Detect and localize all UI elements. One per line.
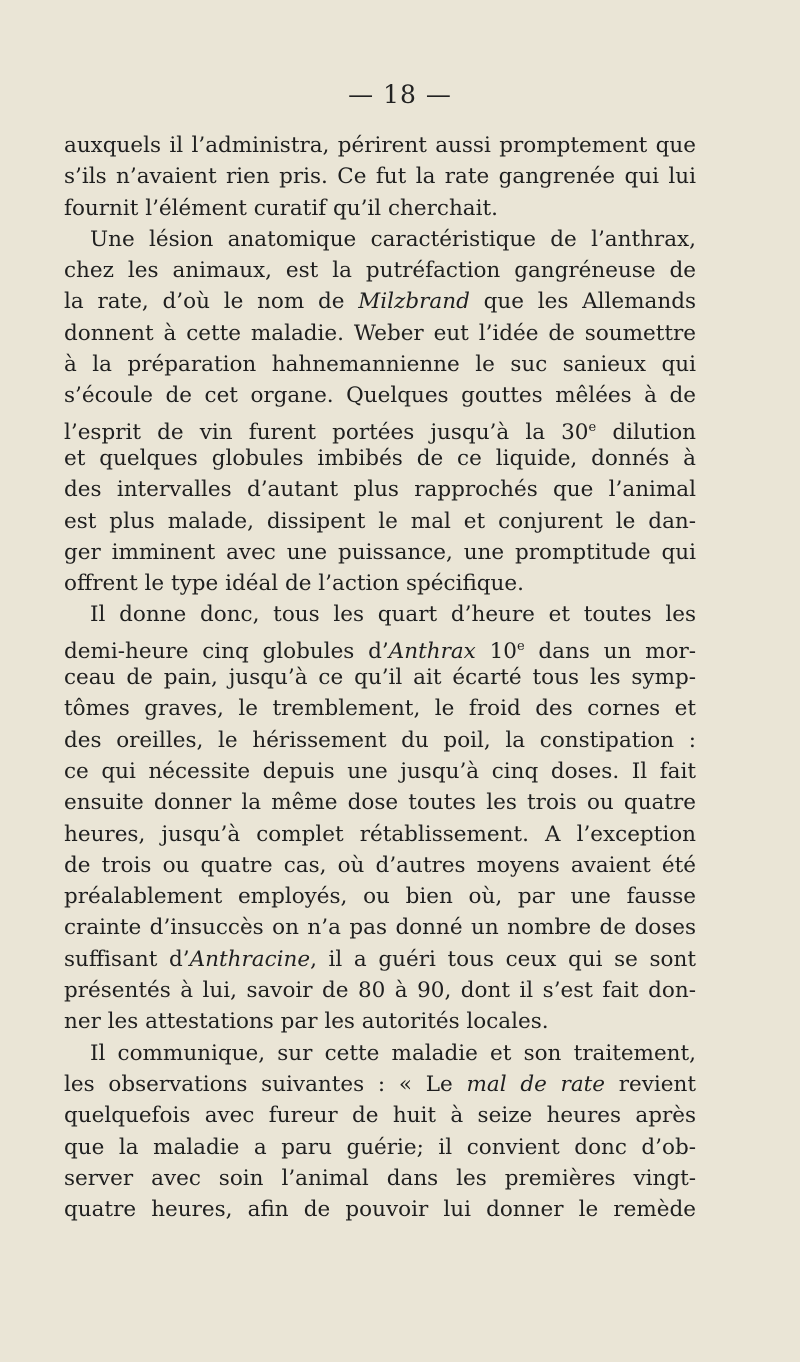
italic-text: mal de rate [466,1071,606,1097]
text-segment: fournit l’élément curatif qu’il cherchait. [64,195,498,221]
body-text [64,130,696,1225]
text-line [64,631,696,662]
text-segment: que les Allemands [469,289,696,315]
text-segment: server avec soin l’animal dans les premières vingt- [64,1165,696,1191]
text-segment: Il donne donc, tous les quart d’heure et toutes les [90,602,696,628]
text-line [64,286,696,317]
text-line [64,1006,696,1037]
text-segment: , il a guéri tous ceux qui se sont [310,946,696,972]
text-line [64,850,696,881]
text-line [64,474,696,505]
text-segment: est plus malade, dissipent le mal et conjurent le dan- [64,508,696,534]
text-segment: s’ils n’avaient rien pris. Ce fut la rate gangrenée qui lui [64,164,696,190]
text-line [64,412,696,443]
text-segment: de trois ou quatre cas, où d’autres moyens avaient été [64,852,696,878]
text-segment: présentés à lui, savoir de 80 à 90, dont il s’est fait don- [64,978,696,1004]
superscript-text: e [588,419,597,435]
text-line [64,944,696,975]
text-line [64,568,696,599]
text-segment: suffisant d’ [64,946,190,972]
text-line [64,130,696,161]
text-line [64,1163,696,1194]
text-segment: crainte d’insuccès on n’a pas donné un nombre de doses [64,915,696,941]
superscript-text: e [516,638,525,654]
text-line [64,193,696,224]
text-line [64,912,696,943]
text-segment: ger imminent avec une puissance, une promptitude qui [64,539,696,565]
text-line [64,881,696,912]
text-segment: préalablement employés, ou bien où, par une fausse [64,884,696,910]
text-line [64,599,696,630]
text-segment: et quelques globules imbibés de ce liquide, donnés à [64,445,696,471]
text-segment: dans un mor- [524,638,696,664]
text-segment: 10 [475,638,517,664]
text-line [64,1132,696,1163]
page-number: — 18 — [348,80,452,109]
text-segment: demi-heure cinq globules d’ [64,638,389,664]
text-line [64,1194,696,1225]
text-segment: que la maladie a paru guérie; il convient donc d’ob- [64,1134,696,1160]
text-line [64,1100,696,1131]
text-line [64,693,696,724]
text-segment: ce qui nécessite depuis une jusqu’à cinq doses. Il fait [64,758,696,784]
text-segment: offrent le type idéal de l’action spécifique. [64,571,524,597]
text-line [64,537,696,568]
text-line [64,443,696,474]
italic-text: Anthrax [388,638,476,664]
text-segment: dilution [596,419,696,445]
text-line [64,255,696,286]
text-segment: ceau de pain, jusqu’à ce qu’il ait écarté tous les symp- [64,665,696,691]
italic-text: Milzbrand [358,289,470,315]
text-segment: revient [605,1071,696,1097]
text-segment: des oreilles, le hérissement du poil, la constipation : [64,727,696,753]
text-line [64,819,696,850]
text-segment: s’écoule de cet organe. Quelques gouttes mêlées à de [64,383,696,409]
text-line [64,349,696,380]
italic-text: Anthracine [189,946,311,972]
text-segment: donnent à cette maladie. Weber eut l’idée de soumettre [64,320,696,346]
text-line [64,725,696,756]
text-line [64,975,696,1006]
text-line [64,506,696,537]
text-segment: à la préparation hahnemannienne le suc sanieux qui [64,352,696,378]
text-line [64,318,696,349]
text-line [64,161,696,192]
text-segment: quatre heures, afin de pouvoir lui donner le remède [64,1197,696,1223]
text-segment: Une lésion anatomique caractéristique de l’anthrax, [90,226,696,252]
text-segment: des intervalles d’autant plus rapprochés que l’animal [64,477,696,503]
text-line [64,224,696,255]
text-segment: tômes graves, le tremblement, le froid des cornes et [64,696,696,722]
text-segment: Il communique, sur cette maladie et son traitement, [90,1040,696,1066]
text-segment: chez les animaux, est la putréfaction gangréneuse de [64,258,696,284]
text-line [64,756,696,787]
text-line [64,1038,696,1069]
text-segment: l’esprit de vin furent portées jusqu’à la 30 [64,419,589,445]
text-segment: ensuite donner la même dose toutes les trois ou quatre [64,790,696,816]
text-segment: la rate, d’où le nom de [64,289,359,315]
text-segment: les observations suivantes : « Le [64,1071,467,1097]
text-segment: auxquels il l’administra, périrent aussi promptement que [64,133,696,158]
text-line [64,662,696,693]
text-segment: heures, jusqu’à complet rétablissement. A l’exception [64,821,696,847]
text-line [64,1069,696,1100]
text-segment: quelquefois avec fureur de huit à seize heures après [64,1103,696,1129]
text-line [64,787,696,818]
text-segment: ner les attestations par les autorités locales. [64,1009,549,1035]
text-line [64,380,696,411]
